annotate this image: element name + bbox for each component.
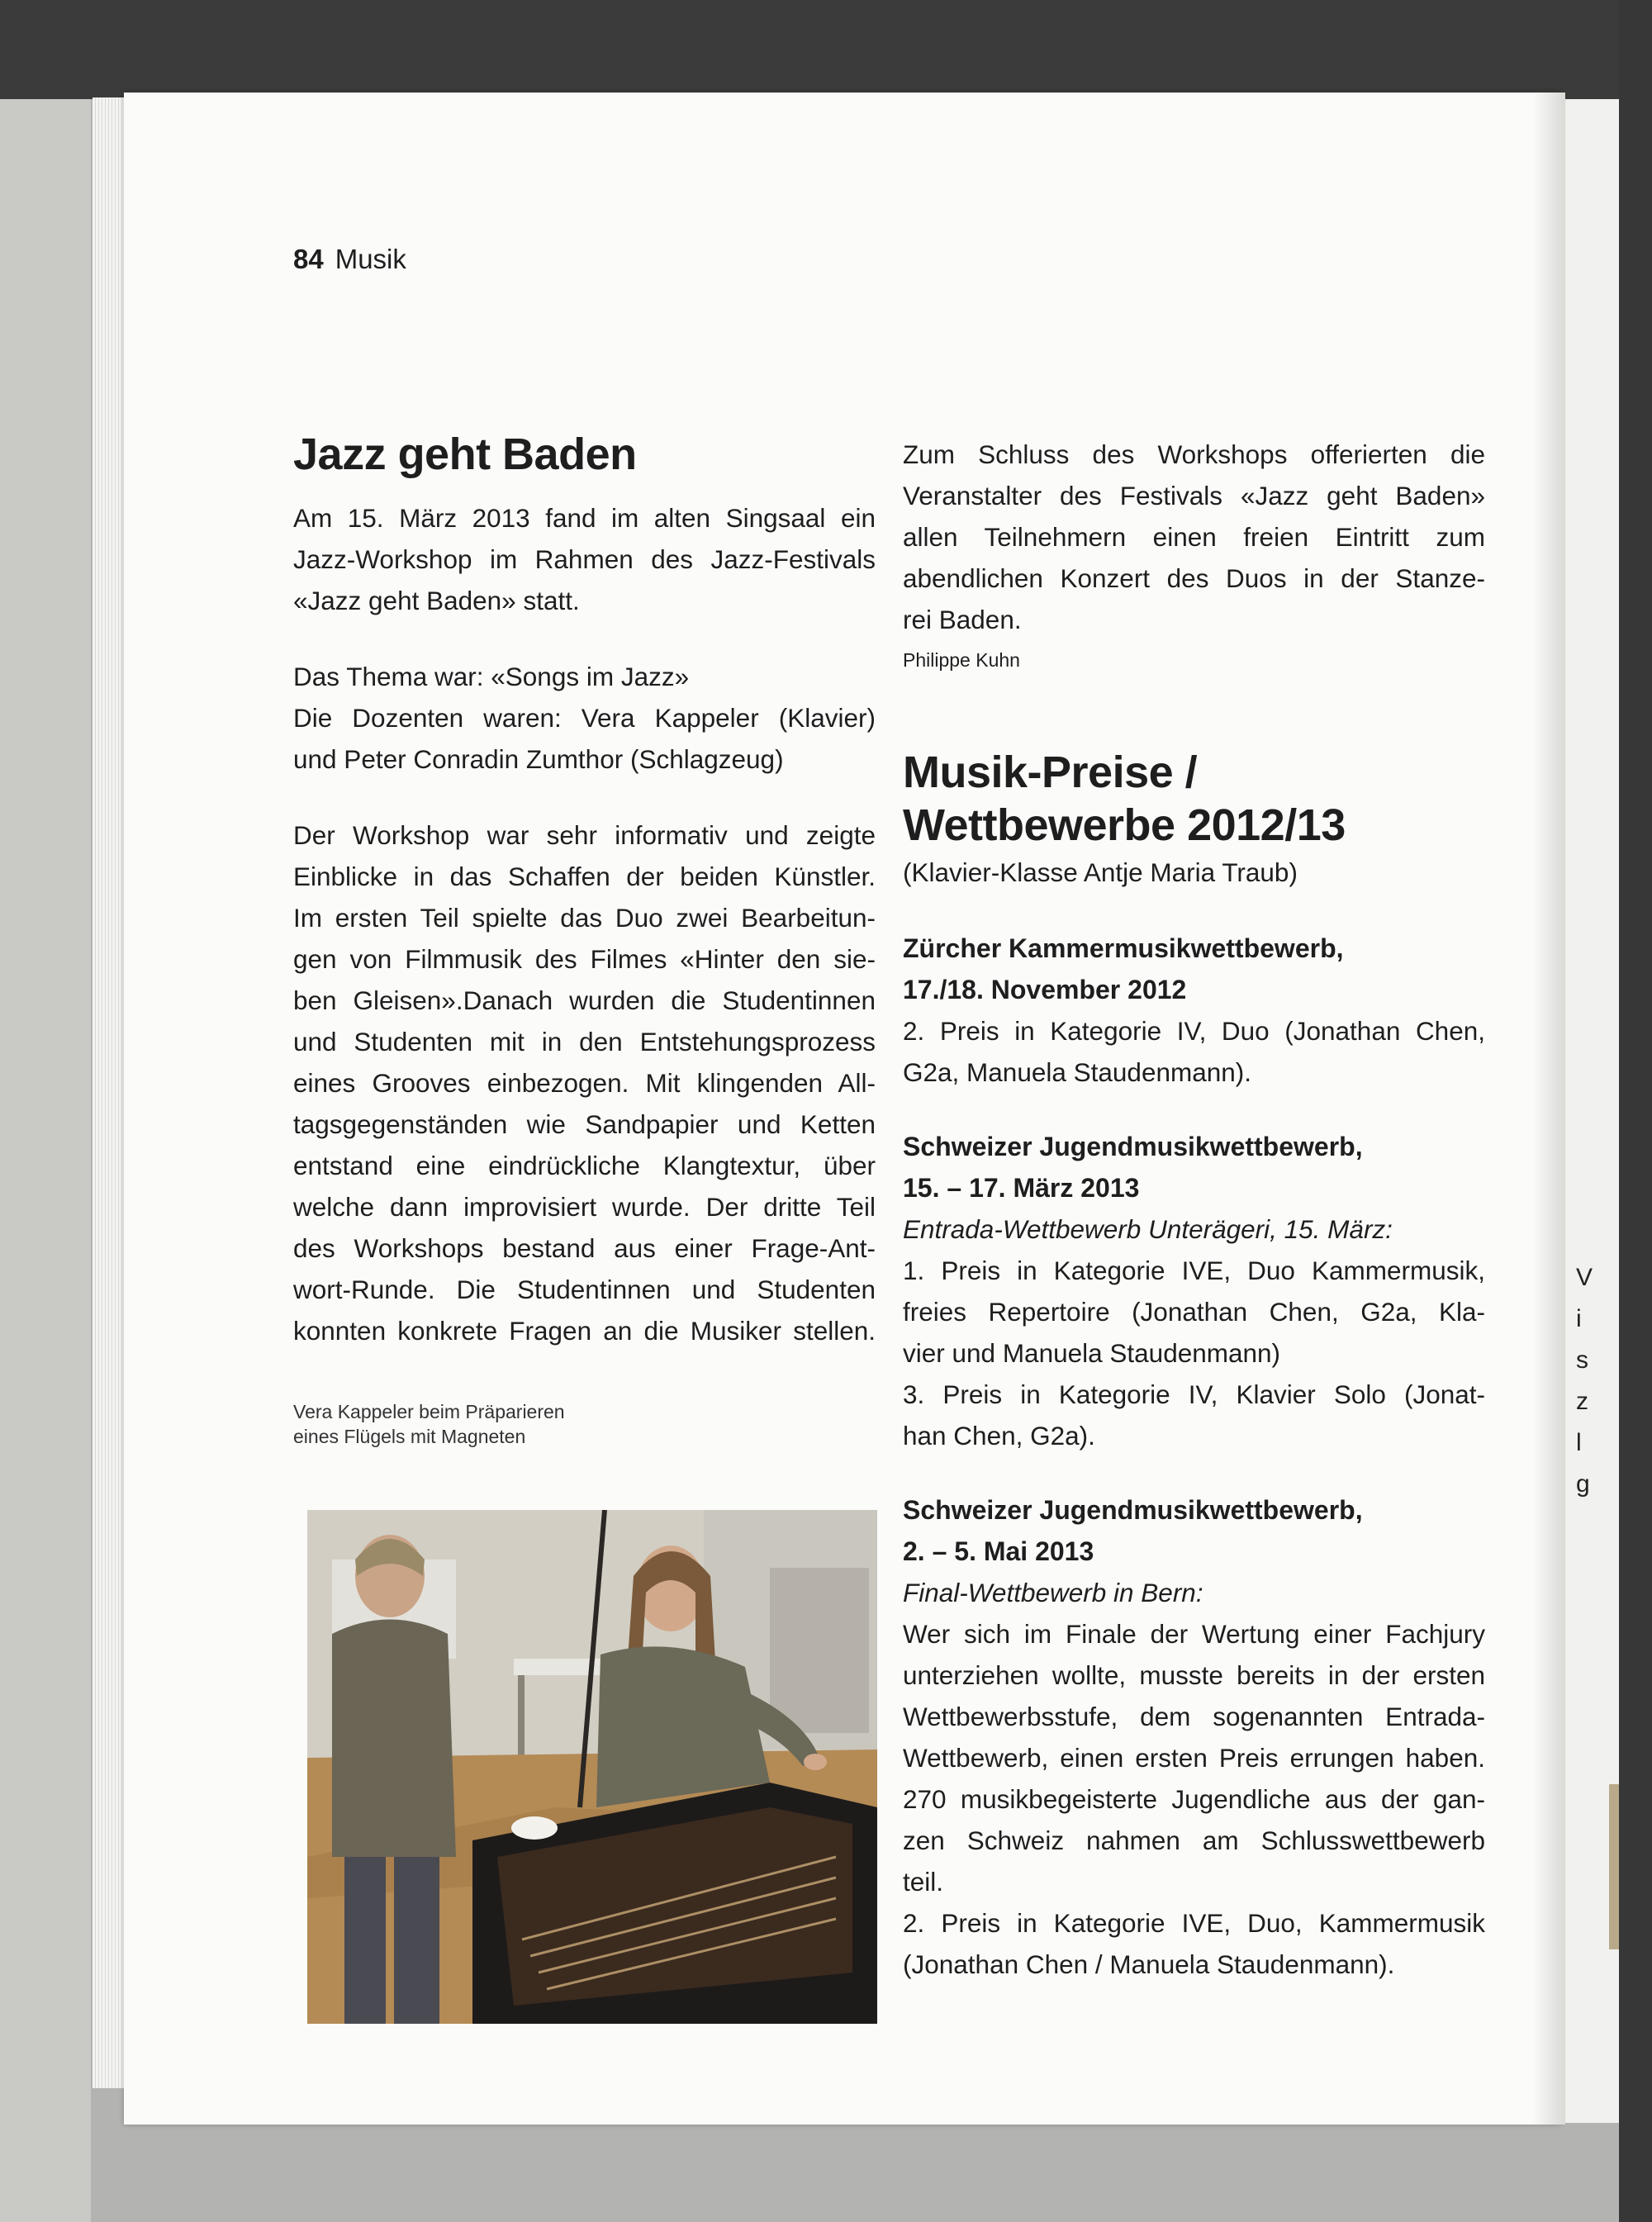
text-line: konnten konkrete Fragen an die Musiker stellen. [293, 1316, 876, 1346]
paragraph-conclusion [903, 434, 1485, 640]
author-name: Philippe Kuhn [903, 649, 1020, 671]
caption-line: Vera Kappeler beim Präparieren [293, 1401, 565, 1422]
paragraph-theme [293, 656, 876, 780]
text-line: Wer sich im Finale der Wertung einer Fachjury [903, 1619, 1485, 1649]
section-subtitle: (Klavier-Klasse Antje Maria Traub) [903, 857, 1298, 887]
prize-block [903, 928, 1485, 1093]
section-title [903, 746, 1485, 852]
scanner-bed-left [0, 0, 91, 2222]
paragraph-workshop [293, 814, 876, 1351]
text-line: 2. Preis in Kategorie IVE, Duo, Kammermusik [903, 1908, 1485, 1938]
text-line: zen Schweiz nahmen am Schlusswettbewerb [903, 1826, 1485, 1855]
facing-page-fragment: i [1576, 1305, 1582, 1332]
photo-caption [293, 1399, 876, 1449]
text-line: gen von Filmmusik des Filmes «Hinter den sie- [293, 944, 876, 974]
prize-heading: Zürcher Kammermusikwettbewerb, [903, 933, 1344, 963]
facing-page-fragment: l [1576, 1429, 1582, 1456]
text-line: entstand eine eindrückliche Klangtextur, über [293, 1151, 876, 1180]
text-line: welche dann improvisiert wurde. Der dritte Teil [293, 1192, 876, 1222]
text-line: 1. Preis in Kategorie IVE, Duo Kammermusik, [903, 1256, 1485, 1285]
prize-date: 2. – 5. Mai 2013 [903, 1536, 1094, 1566]
text-line: vier und Manuela Staudenmann) [903, 1338, 1281, 1368]
section-title-line: Musik-Preise / [903, 748, 1198, 797]
book-gutter [1532, 93, 1565, 2125]
text-line: ben Gleisen».Danach wurden die Studentinnen [293, 985, 876, 1015]
prize-heading: Schweizer Jugendmusikwettbewerb, [903, 1132, 1363, 1161]
text-line: Der Workshop war sehr informativ und zeigte [293, 820, 876, 850]
left-column [293, 430, 876, 1449]
section-title-line: Wettbewerbe 2012/13 [903, 800, 1346, 850]
text-line: Wettbewerb, einen ersten Preis errungen haben. [903, 1743, 1485, 1773]
text-line: «Jazz geht Baden» statt. [293, 586, 580, 615]
text-line: des Workshops bestand aus einer Frage-Ant- [293, 1233, 876, 1263]
running-header [293, 244, 406, 275]
text-line: G2a, Manuela Staudenmann). [903, 1057, 1252, 1087]
scanner-bed-right [1619, 0, 1652, 2222]
text-line: und Peter Conradin Zumthor (Schlagzeug) [293, 744, 784, 774]
prize-date: 15. – 17. März 2013 [903, 1173, 1140, 1203]
text-line: allen Teilnehmern einen freien Eintritt zum [903, 522, 1485, 552]
text-line: 3. Preis in Kategorie IV, Klavier Solo (Jonat- [903, 1379, 1485, 1409]
text-line: Die Dozenten waren: Vera Kappeler (Klavier) [293, 703, 876, 733]
text-line: tagsgegenständen wie Sandpapier und Ketten [293, 1109, 876, 1139]
text-line: Veranstalter des Festivals «Jazz geht Baden» [903, 481, 1485, 510]
text-line: (Jonathan Chen / Manuela Staudenmann). [903, 1949, 1395, 1979]
article-title: Jazz geht Baden [293, 430, 637, 479]
section-name: Musik [335, 244, 406, 274]
photo-piano-workshop [307, 1510, 877, 2024]
prize-block [903, 1489, 1485, 1985]
text-line: Im ersten Teil spielte das Duo zwei Bearbeitun- [293, 903, 876, 933]
scanner-bed-top [0, 0, 1652, 99]
facing-page-fragment: g [1576, 1470, 1590, 1498]
prize-date: 17./18. November 2012 [903, 975, 1187, 1004]
text-line: rei Baden. [903, 605, 1022, 634]
text-line: Einblicke in das Schaffen der beiden Künstler. [293, 862, 876, 891]
text-line: freies Repertoire (Jonathan Chen, G2a, Kla- [903, 1297, 1485, 1327]
facing-page-fragment: V [1576, 1264, 1593, 1291]
text-line: unterziehen wollte, musste bereits in der ersten [903, 1660, 1485, 1690]
text-line: Wettbewerbsstufe, dem sogenannten Entrada- [903, 1702, 1485, 1731]
text-line: abendlichen Konzert des Duos in der Stanze- [903, 563, 1485, 593]
prize-heading: Schweizer Jugendmusikwettbewerb, [903, 1495, 1363, 1525]
text-line: Das Thema war: «Songs im Jazz» [293, 662, 690, 691]
text-line: han Chen, G2a). [903, 1421, 1095, 1450]
right-column [903, 434, 1485, 1985]
text-line: 270 musikbegeisterte Jugendliche aus der gan- [903, 1784, 1485, 1814]
text-line: Zum Schluss des Workshops offerierten die [903, 439, 1485, 469]
text-line: wort-Runde. Die Studentinnen und Studenten [293, 1275, 876, 1304]
text-line: 2. Preis in Kategorie IV, Duo (Jonathan Chen, [903, 1016, 1485, 1046]
competition-stage: Final-Wettbewerb in Bern: [903, 1578, 1203, 1607]
text-line: eines Grooves einbezogen. Mit klingenden All- [293, 1068, 876, 1098]
page-number: 84 [293, 244, 324, 274]
caption-line: eines Flügels mit Magneten [293, 1426, 526, 1447]
paragraph-intro [293, 497, 876, 621]
facing-page-fragment: s [1576, 1346, 1588, 1374]
competition-stage: Entrada-Wettbewerb Unterägeri, 15. März: [903, 1214, 1393, 1244]
text-line: und Studenten mit in den Entstehungsprozess [293, 1027, 876, 1056]
text-line: teil. [903, 1867, 944, 1897]
facing-page-image-edge [1609, 1784, 1619, 1949]
text-line: Am 15. März 2013 fand im alten Singsaal ein [293, 503, 876, 533]
text-line: Jazz-Workshop im Rahmen des Jazz-Festivals [293, 544, 876, 574]
photo-illustration [307, 1510, 877, 2024]
facing-page-fragment: z [1576, 1388, 1588, 1415]
prize-block [903, 1126, 1485, 1456]
